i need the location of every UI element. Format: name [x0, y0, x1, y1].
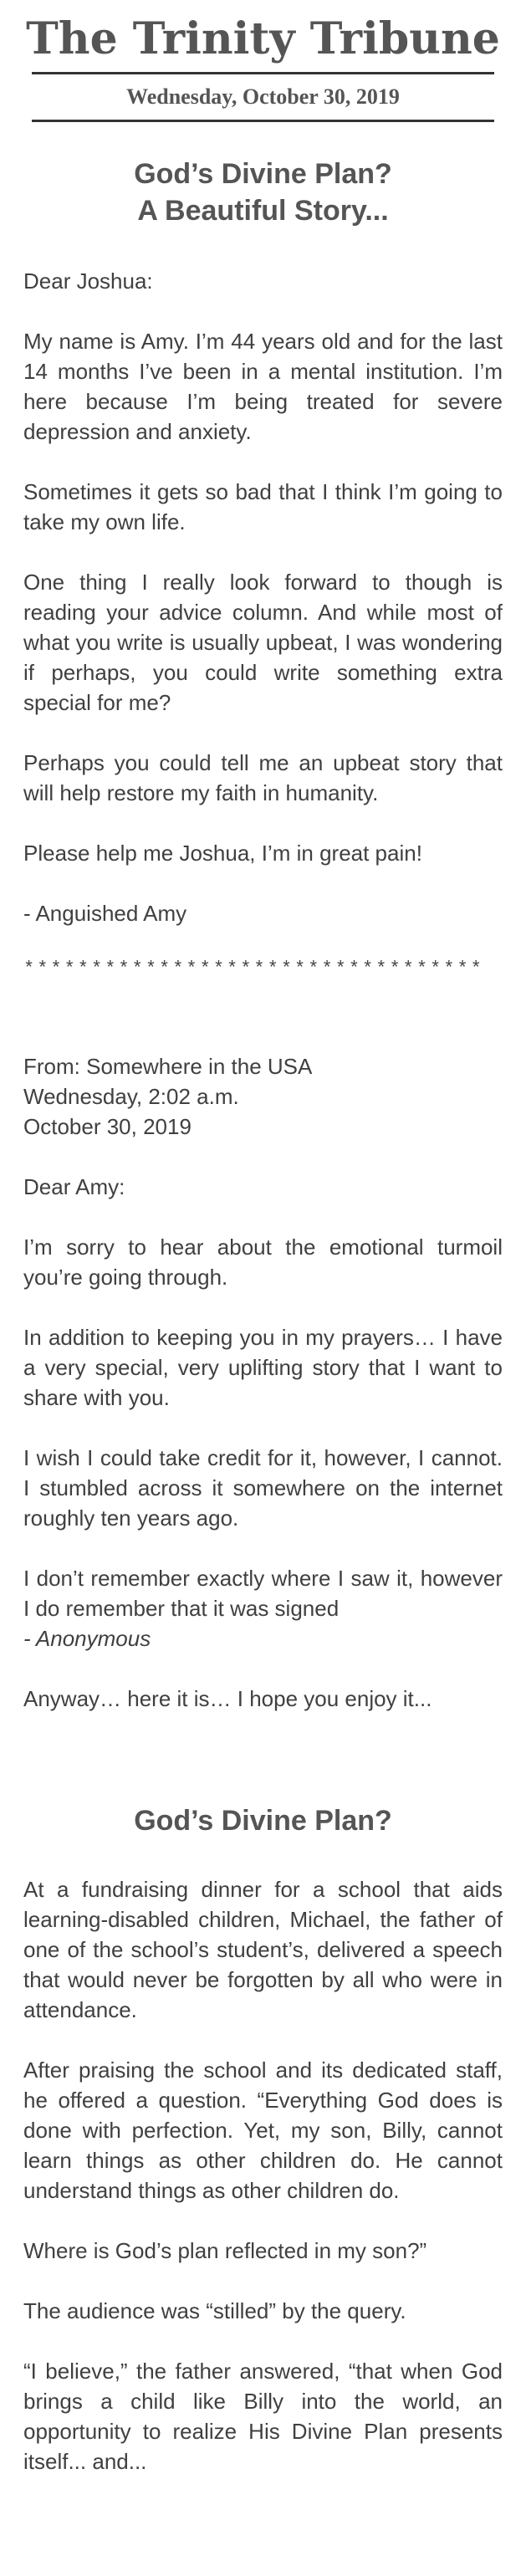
story-title: God’s Divine Plan? — [134, 1805, 392, 1837]
letter-paragraph: My name is Amy. I’m 44 years old and for the last 14 months I’ve been in a mental institution. I’m here because I’m being treated for severe depression and anxiety. — [23, 329, 503, 444]
story — [23, 1802, 503, 2476]
article-headline — [23, 156, 503, 229]
reply-from: From: Somewhere in the USA — [23, 1054, 313, 1079]
reply-signed-text: I don’t remember exactly where I saw it, however I do remember that it was signed — [23, 1566, 503, 1621]
reply-closing: Anyway… here it is… I hope you enjoy it... — [23, 1686, 432, 1711]
columnist-reply — [23, 1051, 503, 1714]
reply-date: October 30, 2019 — [23, 1114, 192, 1139]
reply-time: Wednesday, 2:02 a.m. — [23, 1084, 239, 1109]
reply-paragraph: I wish I could take credit for it, however, I cannot. I stumbled across it somewhere on the internet roughly ten years ago. — [23, 1445, 503, 1531]
letter-paragraph: Please help me Joshua, I’m in great pain! — [23, 841, 422, 866]
issue-date: Wednesday, October 30, 2019 — [126, 84, 400, 109]
reply-signed-paragraph — [23, 1563, 503, 1653]
story-paragraph: “I believe,” the father answered, “that when God brings a child like Billy into the world, an opportunity to realize His Divine Plan presents itself... and... — [23, 2359, 503, 2474]
reader-letter — [23, 266, 503, 928]
section-separator: ********************************** — [23, 958, 484, 979]
story-paragraph: The audience was “stilled” by the query. — [23, 2298, 406, 2323]
letter-paragraph: Sometimes it gets so bad that I think I’m going to take my own life. — [23, 479, 503, 534]
spacer — [23, 1744, 503, 1802]
story-paragraph: Where is God’s plan reflected in my son?” — [23, 2238, 427, 2263]
story-paragraph: At a fundraising dinner for a school that aids learning-disabled children, Michael, the father of one of the school’s student’s, delivered a speech that would never be forgotten by all who were in attendance. — [23, 1877, 503, 2022]
reply-header — [23, 1051, 503, 1142]
letter-paragraph: Perhaps you could tell me an upbeat story that will help restore my faith in humanity. — [23, 750, 503, 805]
article — [23, 156, 503, 2476]
masthead-rule-bottom — [32, 120, 494, 122]
letter-salutation: Dear Joshua: — [23, 268, 153, 294]
story-paragraph: After praising the school and its dedicated staff, he offered a question. “Everything God does is done with perfection. Yet, my son, Billy, cannot learn things as other children do. He cannot understand things as other children do. — [23, 2057, 503, 2203]
headline-line-1: God’s Divine Plan? — [134, 158, 392, 190]
masthead — [23, 0, 503, 122]
reply-paragraph: In addition to keeping you in my prayers… I have a very special, very uplifting story that I want to share with you. — [23, 1325, 503, 1410]
reply-paragraph: I’m sorry to hear about the emotional turmoil you’re going through. — [23, 1234, 503, 1290]
reply-salutation: Dear Amy: — [23, 1174, 125, 1199]
reply-signed-by: - Anonymous — [23, 1626, 151, 1651]
newspaper-title: The Trinity Tribune — [26, 13, 500, 64]
headline-line-2: A Beautiful Story... — [137, 195, 389, 227]
letter-paragraph: One thing I really look forward to though is reading your advice column. And while most of what you write is usually upbeat, I was wondering if perhaps, you could write something extra special for me? — [23, 570, 503, 715]
letter-signature: - Anguished Amy — [23, 901, 187, 926]
